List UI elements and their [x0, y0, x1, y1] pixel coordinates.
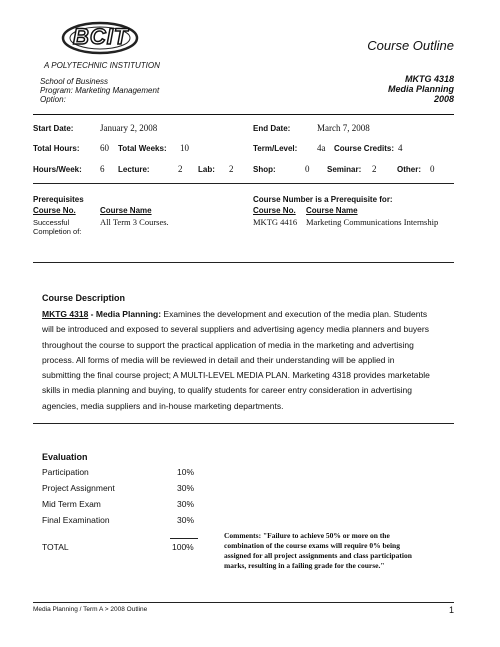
comment-line: marks, resulting in a failing grade for the course." — [224, 561, 385, 570]
prereq-for-heading: Course Number is a Prerequisite for: — [253, 195, 393, 204]
doc-title: Course Outline — [367, 38, 454, 53]
term-label: Term/Level: — [253, 144, 298, 153]
evaluation-heading: Evaluation — [42, 452, 88, 462]
shop-label: Shop: — [253, 165, 276, 174]
eval-total-value: 100% — [172, 542, 194, 552]
description-code: MKTG 4318 — [42, 309, 89, 319]
comment-line: Comments: "Failure to achieve 50% or more on the — [224, 531, 390, 540]
start-date-value: January 2, 2008 — [100, 123, 158, 133]
prereq-rule — [33, 262, 454, 263]
evaluation-comments — [224, 531, 412, 571]
eval-total-label: TOTAL — [42, 542, 69, 552]
end-date-label: End Date: — [253, 124, 291, 133]
description-body — [42, 307, 462, 414]
hours-week-label: Hours/Week: — [33, 165, 82, 174]
prereq-heading: Prerequisites — [33, 195, 84, 204]
description-line: agencies, media suppliers and in-house marketing departments. — [42, 400, 284, 411]
logo-text: BCIT — [73, 24, 129, 49]
eval-item-label: Project Assignment — [42, 483, 115, 493]
lecture-label: Lecture: — [118, 165, 150, 174]
eval-item-value: 10% — [177, 467, 195, 477]
description-rule — [33, 423, 454, 424]
total-hours-value: 60 — [100, 143, 109, 153]
footer-text: Media Planning / Term A > 2008 Outline — [33, 606, 148, 613]
course-name: Media Planning — [387, 84, 454, 94]
course-code: MKTG 4318 — [404, 74, 454, 84]
other-label: Other: — [397, 165, 421, 174]
description-line: will be introduced and exposed to several suppliers and advertising agency media planners and buyers — [42, 324, 429, 335]
school-name: School of Business — [40, 77, 109, 86]
hours-week-value: 6 — [100, 164, 105, 174]
prereq-col-name: Course Name — [100, 206, 152, 215]
description-line: skills in media planning and buying, to qualify students for career entry consideration in advertising — [42, 385, 412, 396]
eval-item-label: Participation — [42, 467, 89, 477]
description-dash: - — [88, 309, 96, 319]
description-line: throughout the course to support the practical application of media in the marketing and advertising — [42, 339, 414, 350]
schedule-rule — [33, 183, 454, 184]
eval-item-value: 30% — [177, 499, 195, 509]
prereq-for-col-name: Course Name — [306, 206, 358, 215]
seminar-label: Seminar: — [327, 165, 362, 174]
total-hours-label: Total Hours: — [33, 144, 80, 153]
start-date-label: Start Date: — [33, 124, 74, 133]
course-year: 2008 — [433, 94, 454, 104]
program-name: Program: Marketing Management — [40, 86, 160, 95]
total-weeks-label: Total Weeks: — [118, 144, 167, 153]
option-label: Option: — [40, 95, 66, 104]
footer-rule — [33, 602, 454, 603]
eval-item-value: 30% — [177, 483, 195, 493]
description-line: process. All forms of media will be reviewed in detail and their understanding will be applied in — [42, 354, 395, 365]
lecture-value: 2 — [178, 164, 183, 174]
seminar-value: 2 — [372, 164, 377, 174]
description-line: submitting the final course project; A MULTI-LEVEL MEDIA PLAN. Marketing 4318 provides marketable — [42, 370, 430, 381]
prereq-for-row-name: Marketing Communications Internship — [306, 217, 439, 227]
lab-value: 2 — [229, 164, 234, 174]
other-value: 0 — [430, 164, 435, 174]
tagline: A POLYTECHNIC INSTITUTION — [44, 61, 160, 70]
description-line-text: Examines the development and execution of the media plan. Students — [163, 309, 428, 319]
lab-label: Lab: — [198, 165, 215, 174]
comment-line: combination of the course exams will require 0% being — [224, 541, 400, 550]
term-value: 4a — [317, 143, 326, 153]
description-heading: Course Description — [42, 293, 126, 303]
prereq-col-no: Course No. — [33, 206, 76, 215]
eval-item-label: Mid Term Exam — [42, 499, 101, 509]
page-number: 1 — [449, 605, 455, 615]
prereq-for-row-no: MKTG 4416 — [253, 217, 298, 227]
prereq-for-col-no: Course No. — [253, 206, 296, 215]
total-underline — [170, 538, 198, 539]
eval-item-label: Final Examination — [42, 515, 110, 525]
eval-item-value: 30% — [177, 515, 195, 525]
prereq-row-name: All Term 3 Courses. — [100, 217, 169, 227]
description-title: Media Planning: — [95, 309, 162, 319]
bcit-logo — [60, 20, 140, 62]
credits-value: 4 — [398, 143, 403, 153]
total-weeks-value: 10 — [180, 143, 189, 153]
description-line — [42, 307, 462, 322]
end-date-value: March 7, 2008 — [317, 123, 370, 133]
header-rule — [33, 114, 454, 115]
credits-label: Course Credits: — [334, 144, 395, 153]
comment-line: assigned for all project assignments and class participation — [224, 551, 412, 560]
shop-value: 0 — [305, 164, 310, 174]
prereq-row-no: Successful Completion of: — [33, 218, 82, 236]
